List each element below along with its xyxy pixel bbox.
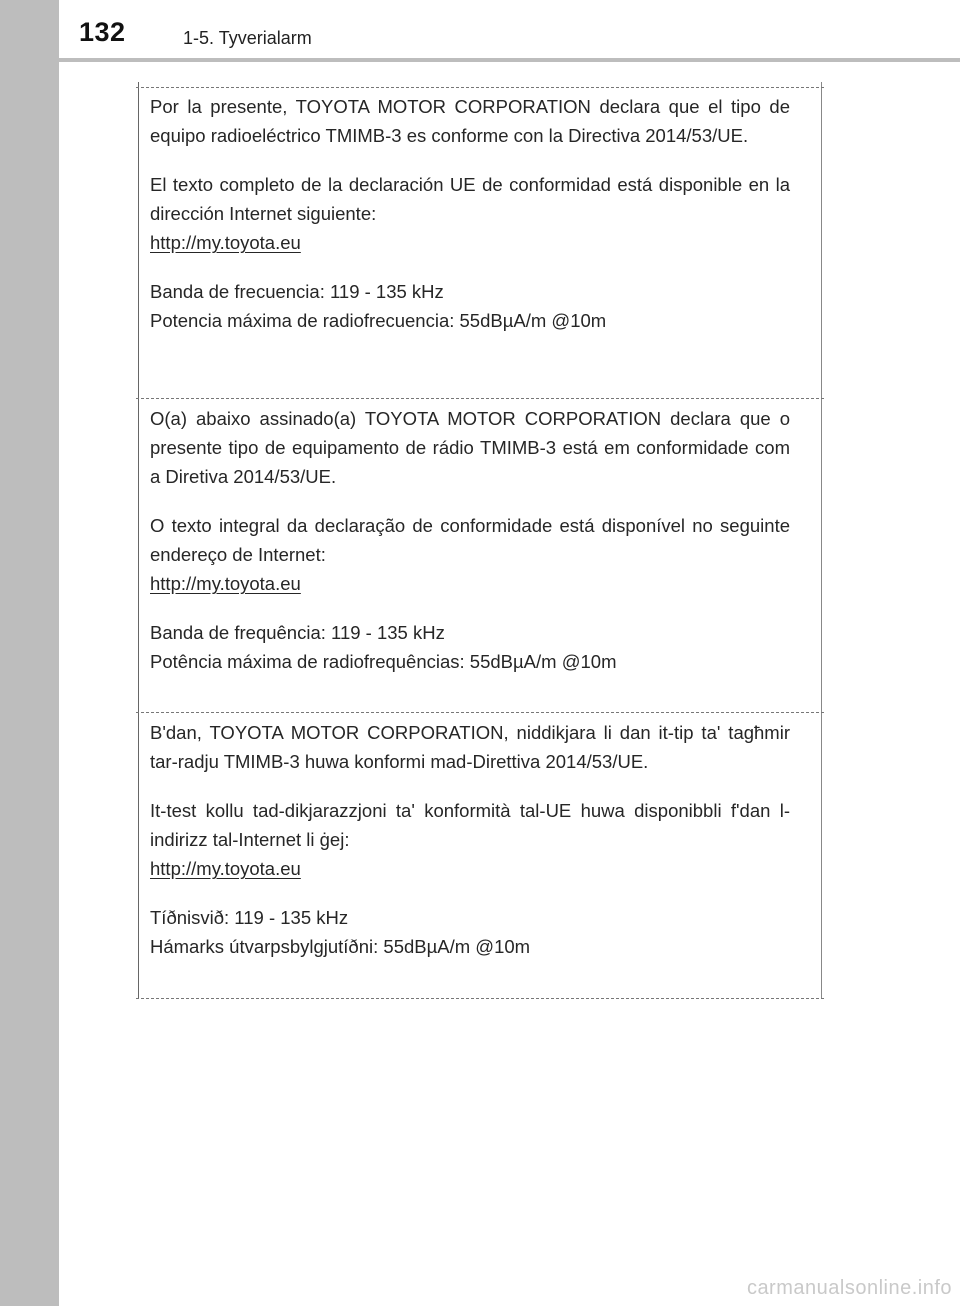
side-margin-bar	[0, 0, 59, 1306]
section-divider-2	[136, 712, 824, 713]
declaration-paragraph: B'dan, TOYOTA MOTOR CORPORATION, niddikjara li dan it-tip ta' tagħmir tar-radju TMIMB-3 huwa konformi mad-Direttiva 2014/53/UE.	[150, 722, 790, 772]
header-rule	[59, 58, 960, 62]
declaration-paragraph: It-test kollu tad-dikjarazzjoni ta' konformità tal-UE huwa disponibbli f'dan l-indirizz tal-Internet li ġej:	[150, 800, 790, 850]
page-number: 132	[79, 17, 126, 47]
declaration-section-pt	[150, 404, 790, 676]
declaration-link[interactable]: http://my.toyota.eu	[150, 573, 301, 594]
box-top-border	[136, 87, 824, 88]
declaration-paragraph: Por la presente, TOYOTA MOTOR CORPORATION declara que el tipo de equipo radioeléctrico TMIMB-3 es conforme con la Directiva 2014/53/UE.	[150, 96, 790, 146]
frequency-band: Banda de frequência: 119 - 135 kHz	[150, 622, 445, 643]
frequency-band: Tíðnisvið: 119 - 135 kHz	[150, 907, 349, 928]
section-divider-1	[136, 398, 824, 399]
watermark: carmanualsonline.info	[746, 1277, 952, 1299]
declaration-paragraph: El texto completo de la declaración UE de conformidad está disponible en la dirección Internet siguiente:	[150, 174, 790, 224]
max-power: Potência máxima de radiofrequências: 55dBµA/m @10m	[150, 651, 617, 672]
frequency-band: Banda de frecuencia: 119 - 135 kHz	[150, 281, 444, 302]
declaration-paragraph: O texto integral da declaração de conformidade está disponível no seguinte endereço de Internet:	[150, 515, 790, 565]
max-power: Hámarks útvarpsbylgjutíðni: 55dBµA/m @10m	[150, 936, 531, 957]
declaration-link[interactable]: http://my.toyota.eu	[150, 232, 301, 253]
box-bottom-border	[136, 998, 824, 999]
declaration-section-mt	[150, 718, 790, 961]
declaration-link[interactable]: http://my.toyota.eu	[150, 858, 301, 879]
max-power: Potencia máxima de radiofrecuencia: 55dBµA/m @10m	[150, 310, 607, 331]
declaration-section-es	[150, 92, 790, 335]
section-title: 1-5. Tyverialarm	[183, 28, 312, 48]
declaration-paragraph: O(a) abaixo assinado(a) TOYOTA MOTOR CORPORATION declara que o presente tipo de equipamento de rádio TMIMB-3 está em conformidade com a Diretiva 2014/53/UE.	[150, 408, 790, 487]
